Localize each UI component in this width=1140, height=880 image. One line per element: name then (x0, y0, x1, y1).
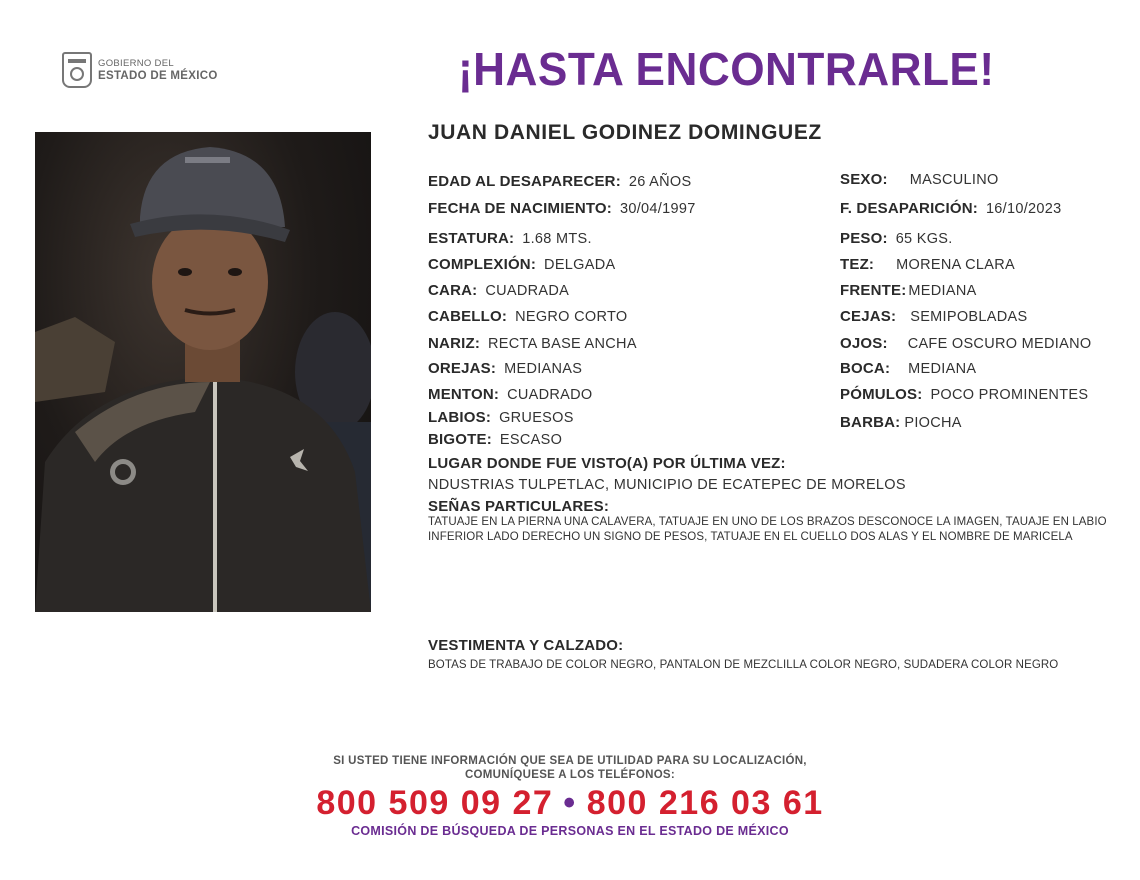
field-value: MEDIANA (908, 283, 977, 299)
field-birthdate (428, 200, 696, 217)
field-forehead (840, 282, 977, 299)
field-label: OJOS: (840, 335, 888, 352)
field-value: 30/04/1997 (620, 201, 696, 217)
field-label: COMPLEXIÓN: (428, 256, 537, 273)
field-label: CEJAS: (840, 308, 897, 325)
field-label: LABIOS: (428, 409, 492, 426)
field-value: 1.68 MTS. (522, 231, 592, 247)
field-complexion (840, 256, 1015, 273)
field-age (428, 173, 691, 190)
field-beard (840, 414, 962, 431)
headline: ¡HASTA ENCONTRARLE! (458, 43, 995, 95)
field-value: MASCULINO (909, 172, 999, 188)
field-value: RECTA BASE ANCHA (488, 336, 637, 352)
field-weight (840, 230, 953, 247)
logo-line-2: ESTADO DE MÉXICO (98, 70, 218, 82)
field-label: PÓMULOS: (840, 386, 923, 403)
field-value: GRUESOS (499, 410, 574, 426)
field-disappearance-date (840, 200, 1062, 217)
separator-dot: • (563, 784, 577, 822)
clothing-value: BOTAS DE TRABAJO DE COLOR NEGRO, PANTALON DE MEZCLILLA COLOR NEGRO, SUDADERA COLOR NEGRO (428, 659, 1059, 671)
field-value: NEGRO CORTO (515, 309, 628, 325)
field-value: PIOCHA (904, 415, 962, 431)
field-build (428, 256, 615, 273)
field-label: BIGOTE: (428, 431, 492, 448)
field-value: 65 KGS. (895, 231, 953, 247)
field-value: MEDIANA (908, 361, 977, 377)
field-label: SEXO: (840, 171, 888, 188)
field-label: BOCA: (840, 360, 891, 377)
field-face (428, 282, 569, 299)
field-label: TEZ: (840, 256, 875, 273)
person-photo (35, 132, 371, 612)
field-label: FRENTE: (840, 282, 907, 299)
field-label: PESO: (840, 230, 888, 247)
field-label: EDAD AL DESAPARECER: (428, 173, 621, 190)
field-label: ESTATURA: (428, 230, 515, 247)
field-cheekbones (840, 386, 1088, 403)
field-sex (840, 171, 999, 188)
field-value: 16/10/2023 (985, 201, 1062, 217)
field-value: POCO PROMINENTES (930, 387, 1089, 403)
particular-marks-value: TATUAJE EN LA PIERNA UNA CALAVERA, TATUAJE EN UNO DE LOS BRAZOS DESCONOCE LA IMAGEN, TAUAJE EN LABIO INFERIOR LADO DERECHO UN SIGNO DE PESOS, TATUAJE EN EL CUELLO DOS ALAS Y EL NOMBRE DE MARICELA (428, 516, 1107, 543)
field-label: BARBA: (840, 414, 901, 431)
person-silhouette-icon (35, 132, 371, 612)
field-value: DELGADA (544, 257, 616, 273)
phone-numbers (0, 784, 1140, 823)
field-eyebrows (840, 308, 1027, 325)
logo-line-1: GOBIERNO DEL (98, 58, 174, 69)
last-seen-value: NDUSTRIAS TULPETLAC, MUNICIPIO DE ECATEPEC DE MORELOS (428, 477, 906, 493)
state-seal-icon (62, 52, 92, 88)
field-value: MEDIANAS (504, 361, 583, 377)
field-eyes (840, 335, 1091, 352)
field-chin (428, 386, 593, 403)
field-label: CABELLO: (428, 308, 508, 325)
field-moustache (428, 431, 562, 448)
field-label: OREJAS: (428, 360, 497, 377)
phone-number-1: 800 509 09 27 (316, 784, 554, 822)
field-value: CUADRADO (507, 387, 593, 403)
government-logo (62, 52, 218, 88)
person-name: JUAN DANIEL GODINEZ DOMINGUEZ (428, 121, 822, 144)
field-mouth (840, 360, 976, 377)
field-nose (428, 335, 637, 352)
field-label: MENTON: (428, 386, 500, 403)
contact-info-line-2: COMUNÍQUESE A LOS TELÉFONOS: (464, 769, 676, 781)
field-ears (428, 360, 582, 377)
field-label: F. DESAPARICIÓN: (840, 200, 978, 217)
clothing-label: VESTIMENTA Y CALZADO: (428, 637, 624, 654)
contact-info-line-1: SI USTED TIENE INFORMACIÓN QUE SEA DE UTILIDAD PARA SU LOCALIZACIÓN, (333, 755, 807, 767)
last-seen-label: LUGAR DONDE FUE VISTO(A) POR ÚLTIMA VEZ: (428, 455, 786, 472)
field-hair (428, 308, 627, 325)
particular-marks-label: SEÑAS PARTICULARES: (428, 498, 610, 515)
organization-name: COMISIÓN DE BÚSQUEDA DE PERSONAS EN EL ESTADO DE MÉXICO (351, 824, 789, 838)
field-value: CAFE OSCURO MEDIANO (907, 336, 1092, 352)
field-value: ESCASO (499, 432, 563, 448)
field-height (428, 230, 592, 247)
field-value: CUADRADA (485, 283, 570, 299)
field-label: NARIZ: (428, 335, 481, 352)
field-value: 26 AÑOS (628, 174, 692, 190)
field-label: CARA: (428, 282, 478, 299)
field-lips (428, 409, 574, 426)
field-value: SEMIPOBLADAS (910, 309, 1028, 325)
phone-number-2: 800 216 03 61 (586, 784, 824, 822)
field-label: FECHA DE NACIMIENTO: (428, 200, 612, 217)
field-value: MORENA CLARA (896, 257, 1015, 273)
